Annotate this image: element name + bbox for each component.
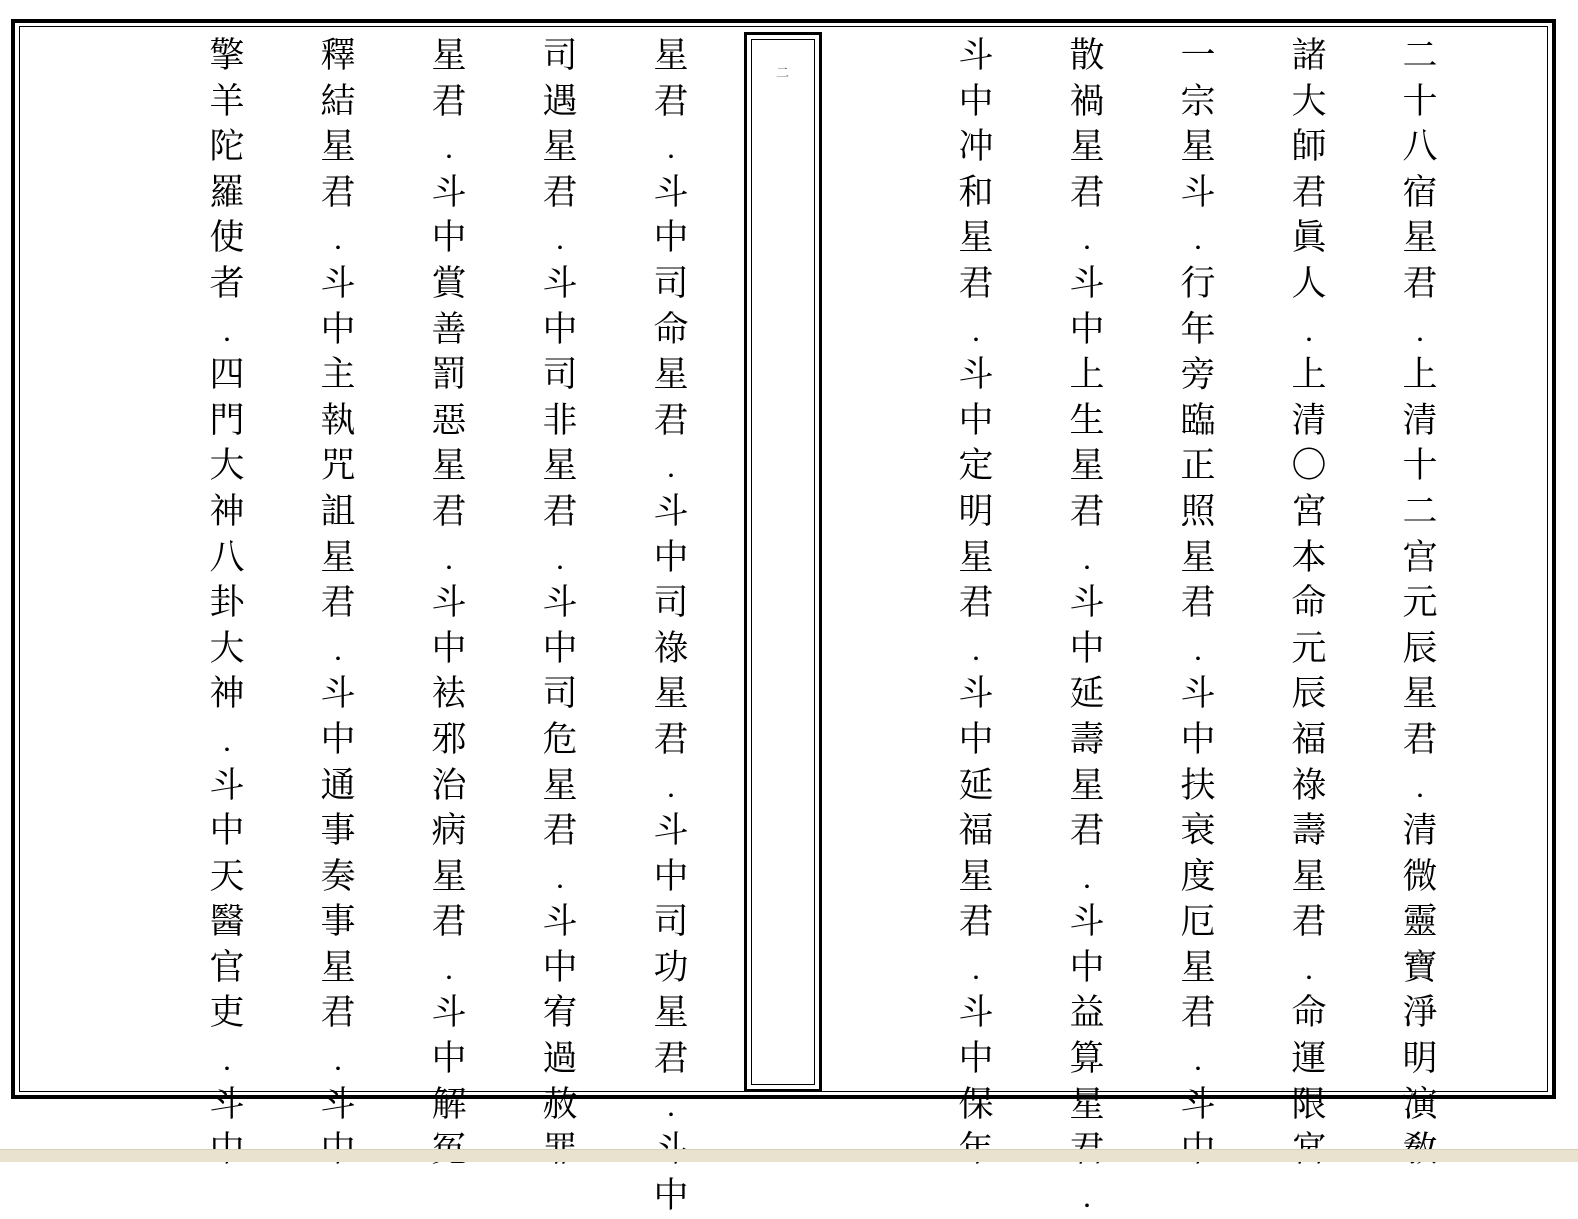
left-column-1: 星 君 ﹒ 斗 中 司 命 星 君 ﹒ 斗 中 司 祿 星 君 ﹒ 斗 中 司 功 星 君 ﹒ 中	[653, 36, 689, 1216]
center-fold-inner-border	[751, 39, 815, 1085]
folio-number: 二	[776, 66, 790, 81]
right-column-1: 二 十 八 宿 星 君 ﹒ 上 清 十 二 宫 元 辰 星 君 ﹒ 清 微 靈 寶 淨 明 演	[1402, 36, 1438, 1125]
right-column-2: 諸 大 師 君 眞 人 ﹒ 上 清 〇 宮 本 命 元 辰 福 祿 壽 星 君 ﹒ 命 運 限	[1291, 36, 1327, 1125]
left-column-2: 司 遇 星 君 ﹒ 斗 中 司 非 星 君 ﹒ 斗 中 司 危 星 君 ﹒ 斗 中 宥 過 赦	[542, 36, 578, 1125]
left-column-5: 擎 羊 陀 羅 使 者 ﹒ 四 門 大 神 八 卦 大 神 ﹒ 斗 中 天 醫 官 吏 ﹒ 斗	[209, 36, 245, 1125]
right-column-3: 一 宗 星 斗 ﹒ 行 年 旁 臨 正 照 星 君 ﹒ 斗 中 扶 衰 度 厄 星 君 ﹒ 斗	[1180, 36, 1216, 1125]
left-column-4: 釋 結 星 君 ﹒ 斗 中 主 執 咒 詛 星 君 ﹒ 斗 中 通 事 奏 事 星 君 ﹒ 斗	[320, 36, 356, 1125]
viewer-bottom-bar	[0, 1149, 1578, 1162]
right-column-4: 散 禍 星 君 ﹒ 斗 中 上 生 星 君 ﹒ 斗 中 延 壽 星 君 ﹒ 斗 中 益 算 星 ﹒	[1069, 36, 1105, 1216]
left-column-3: 星 君 ﹒ 斗 中 賞 善 罰 惡 星 君 ﹒ 斗 中 袪 邪 治 病 星 君 ﹒ 斗 中 解	[431, 36, 467, 1125]
right-column-5: 斗 中 冲 和 星 君 ﹒ 斗 中 定 明 星 君 ﹒ 斗 中 延 福 星 君 ﹒ 斗 中 保	[958, 36, 994, 1125]
